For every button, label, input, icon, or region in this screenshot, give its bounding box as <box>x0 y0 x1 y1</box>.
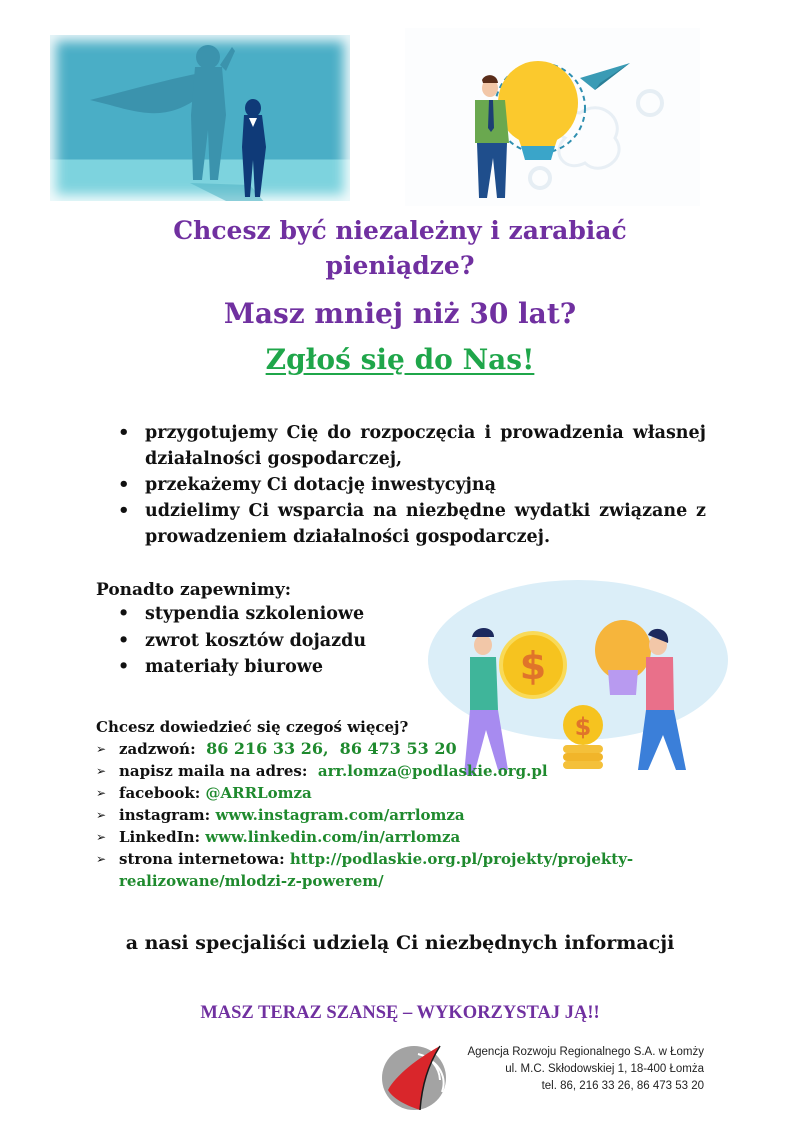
benefit-item: • przekażemy Ci dotację inwestycyjną <box>118 472 706 498</box>
slogan: MASZ TERAZ SZANSĘ – WYKORZYSTAJ JĄ!! <box>200 1003 600 1023</box>
contact-facebook-link[interactable]: @ARRLomza <box>205 784 312 802</box>
extras-item: • stypendia szkoleniowe <box>118 601 366 628</box>
benefit-item: • przygotujemy Cię do rozpoczęcia i prowadzenia własnej działalności gospodarczej, <box>118 420 706 472</box>
contact-email-link[interactable]: arr.lomza@podlaskie.org.pl <box>317 762 548 780</box>
organization-address: ul. M.C. Skłodowskiej 1, 18-400 Łomża <box>505 1063 704 1075</box>
call-to-action-heading: Zgłoś się do Nas! <box>265 343 535 376</box>
headline-line-2: pieniądze? <box>325 251 475 280</box>
main-benefits-list <box>118 420 706 550</box>
svg-text:$: $ <box>574 713 592 741</box>
organization-info <box>452 1044 704 1095</box>
contact-email <box>96 760 716 782</box>
svg-text:$: $ <box>519 644 547 688</box>
contact-title: Chcesz dowiedzieć się czegoś więcej? <box>96 718 409 736</box>
contact-website <box>96 848 656 892</box>
organization-phone: tel. 86, 216 33 26, 86 473 53 20 <box>541 1080 704 1092</box>
organization-logo <box>378 1040 450 1112</box>
headline-line-1: Chcesz być niezależny i zarabiać <box>173 216 627 245</box>
contact-linkedin <box>96 826 716 848</box>
contact-website-label: strona internetowa: <box>119 850 285 868</box>
organization-name: Agencja Rozwoju Regionalnego S.A. w Łomży <box>467 1046 704 1058</box>
contact-phone <box>96 738 716 760</box>
contact-email-label: napisz maila na adres: <box>119 762 308 780</box>
contact-instagram-link[interactable]: www.instagram.com/arrlomza <box>215 806 465 824</box>
contact-website-link[interactable]: http://podlaskie.org.pl/projekty/projekty-realizowane/mlodzi-z-powerem/ <box>119 850 634 890</box>
contact-facebook <box>96 782 716 804</box>
contact-instagram-label: instagram: <box>119 806 211 824</box>
closing-text: a nasi specjaliści udzielą Ci niezbędnych informacji <box>125 932 675 954</box>
contact-linkedin-link[interactable]: www.linkedin.com/in/arrlomza <box>205 828 461 846</box>
hero-superhero-image <box>50 35 350 201</box>
extras-item: • materiały biurowe <box>118 654 366 681</box>
extras-title: Ponadto zapewnimy: <box>96 580 292 600</box>
hero-lightbulb-image <box>405 28 700 206</box>
extras-item: • zwrot kosztów dojazdu <box>118 628 366 655</box>
contact-phone-label: zadzwoń: <box>119 740 196 758</box>
contact-instagram <box>96 804 716 826</box>
age-question-heading: Masz mniej niż 30 lat? <box>223 297 577 330</box>
contact-linkedin-label: LinkedIn: <box>119 828 201 846</box>
benefit-item: • udzielimy Ci wsparcia na niezbędne wydatki związane z prowadzeniem działalności gospodarczej. <box>118 498 706 550</box>
contact-facebook-label: facebook: <box>119 784 201 802</box>
contact-list <box>96 738 716 892</box>
extras-list <box>118 601 366 681</box>
contact-phone-value[interactable]: 86 216 33 26, 86 473 53 20 <box>206 739 457 758</box>
